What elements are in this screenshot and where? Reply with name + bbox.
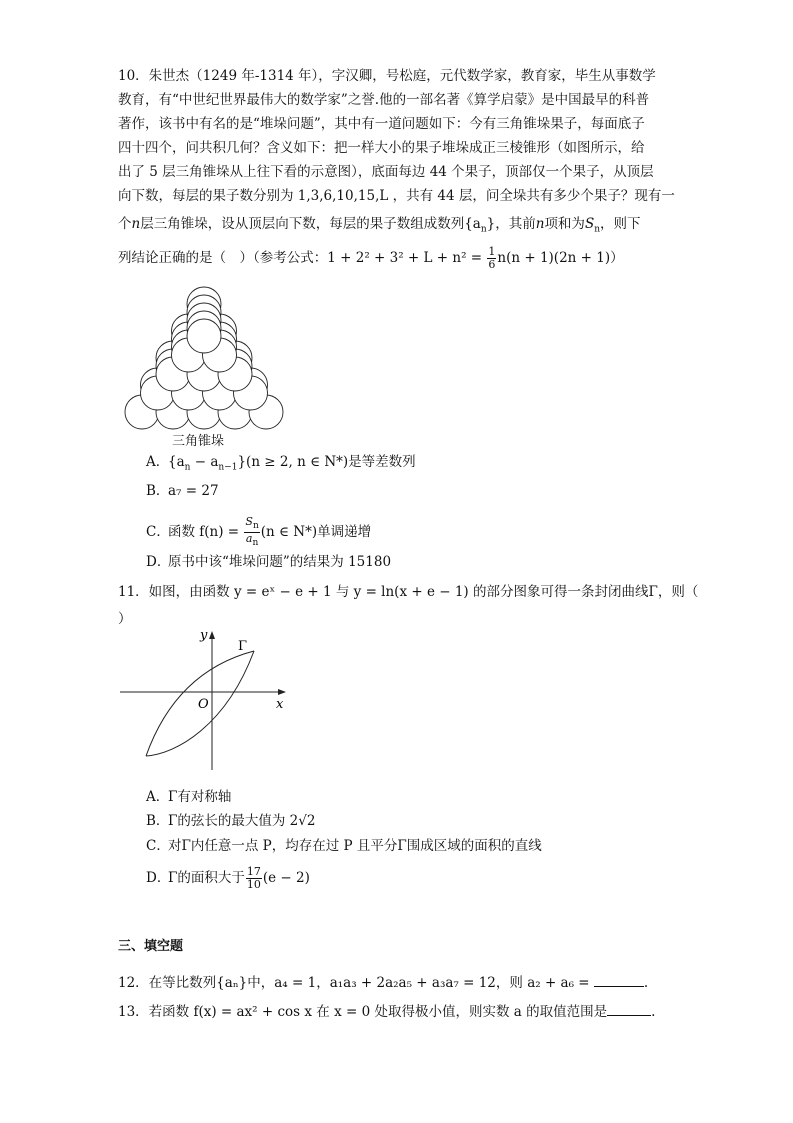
question-13: 13．若函数 f(x) = ax² + cos x 在 x = 0 处取得极小值，则实数 a 的取值范围是 .: [118, 1004, 656, 1020]
q11-option-b: B．Γ的弦长的最大值为 2√2: [146, 813, 316, 829]
q11-option-d: D．Γ的面积大于 $\frac{17}{10}$ (e − 2): [146, 865, 310, 891]
x-axis-arrow: [278, 689, 286, 695]
q10-option-d: D．原书中该“堆垛问题”的结果为 15180: [146, 554, 392, 570]
q10-option-a: A．$\{a_n - a_{n-1}\}(n \ge 2$, n ∈ N*)是等差数列: [146, 454, 416, 473]
fraction-17-10: $\frac{17}{10}$: [246, 865, 261, 891]
q10-option-c: C．函数 f(n) = $\frac{S_n}{a_n}$ (n ∈ N*)单调递增: [146, 515, 372, 549]
answer-blank-13[interactable]: [607, 1003, 651, 1016]
fraction-sn-over-an: $\frac{S_n}{a_n}$: [245, 515, 259, 549]
q11-option-c: C．对Γ内任意一点 P，均存在过 P 且平分Γ围成区域的面积的直线: [146, 838, 542, 854]
q10-line-1: 10．朱世杰（1249 年-1314 年），字汉卿，号松庭，元代数学家，教育家，毕生从事数学: [118, 68, 656, 84]
y-axis-arrow: [209, 631, 215, 639]
gamma-curve-graph: [116, 626, 296, 776]
origin-label: O: [198, 697, 209, 712]
y-axis-label: y: [200, 628, 208, 643]
triangular-pile-figure: [114, 282, 294, 432]
q10-line-4: 四十四个，问共积几何？含义如下：把一样大小的果子堆垛成正三棱锥形（如图所示，给: [118, 140, 645, 156]
q10-option-b: B．a₇ = 27: [146, 483, 219, 499]
question-10: [118, 64, 678, 270]
figure-caption: 三角锥垛: [172, 434, 225, 449]
q10-line-2: 教育，有“中世纪世界最伟大的数学家”之誉.他的一部名著《算学启蒙》是中国最早的科普: [118, 92, 650, 108]
q11-option-a: A．Γ有对称轴: [146, 789, 232, 805]
q10-line-6: 向下数，每层的果子数分别为 1,3,6,10,15,L ，共有 44 层，问全垛共有多少个果子？现有一: [118, 188, 675, 204]
q10-line-7: 个n层三角锥垛，设从顶层向下数，每层的果子数组成数列$\{a_n\}$，其前n项和为$S_n$，则下: [118, 216, 641, 235]
fraction-one-sixth: $\frac{1}{6}$: [488, 245, 496, 271]
section-heading: 三、填空题: [118, 939, 184, 954]
gamma-label: Γ: [238, 639, 248, 654]
q11-line-2: ）: [118, 611, 132, 627]
answer-blank-12[interactable]: [594, 974, 644, 987]
q10-line-5: 出了 5 层三角锥垛从上往下看的示意图），底面每边 44 个果子，顶部仅一个果子，从顶层: [118, 164, 654, 180]
fruit-ball: [187, 319, 221, 353]
x-axis-label: x: [276, 697, 284, 712]
question-12: 12．在等比数列{aₙ}中，a₄ = 1，a₁a₃ + 2a₂a₅ + a₃a₇ = 12，则 a₂ + a₆ = .: [118, 975, 649, 991]
q11-line-1: 11．如图，由函数 y = eˣ − e + 1 与 y = ln(x + e − 1) 的部分图象可得一条封闭曲线Γ，则（: [118, 584, 699, 600]
q10-line-8: 列结论正确的是（ ）（参考公式：1 + 2² + 3² + L + n² = $\frac{1}{6}$ n(n + 1)(2n + 1)）: [118, 245, 624, 271]
q10-line-3: 著作，该书中有名的是“堆垛问题”，其中有一道问题如下：今有三角锥垛果子，每面底子: [118, 116, 645, 132]
